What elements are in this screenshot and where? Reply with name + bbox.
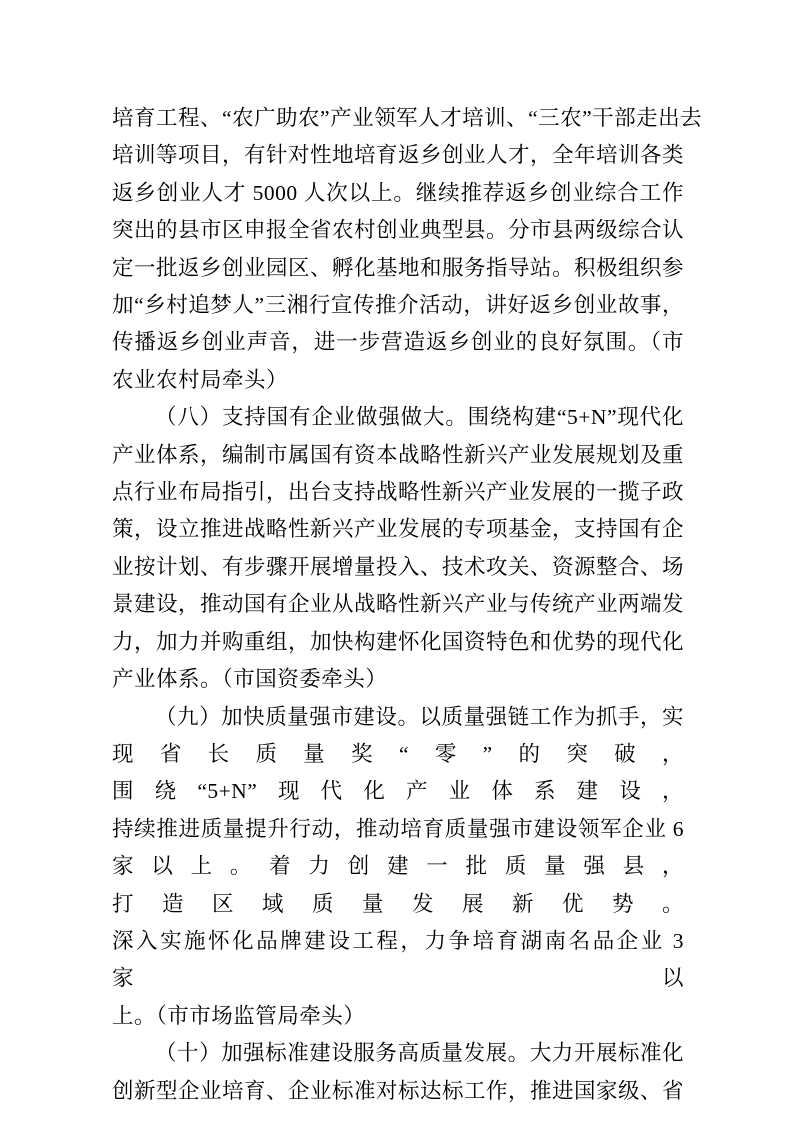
text-line: 现省长质量奖“零”的突破，围绕“5+N”现代化产业体系建设，: [112, 741, 684, 804]
text-line: 产业体系。（市国资委牵头）: [112, 667, 388, 692]
text-line: （九）加快质量强市建设。以质量强链工作为抓手，实: [155, 704, 684, 729]
text-line: 持续推进质量提升行动，推动培育质量强市建设领军企业 6: [112, 816, 684, 841]
text-line: 定一批返乡创业园区、孵化基地和服务指导站。积极组织参: [112, 255, 685, 280]
text-line: （十）加强标准建设服务高质量发展。大力开展标准化: [155, 1041, 684, 1066]
text-line: 突出的县市区申报全省农村创业典型县。分市县两级综合认: [112, 218, 685, 243]
text-line: 业按计划、有步骤开展增量投入、技术攻关、资源整合、场: [112, 554, 685, 579]
text-line: 家以上。着力创建一批质量强县，打造区域质量发展新优势。: [112, 854, 684, 916]
text-line: 加“乡村追梦人”三湘行宣传推介活动，讲好返乡创业故事，: [112, 293, 684, 318]
text-line: 培育工程、“农广助农”产业领军人才培训、“三农”干部走出去: [112, 106, 703, 130]
page-text: [112, 100, 703, 1110]
text-line: 策，设立推进战略性新兴产业发展的专项基金，支持国有企: [112, 517, 685, 542]
text-line: 力，加力并购重组，加快构建怀化国资特色和优势的现代化: [112, 629, 685, 654]
text-line: 上。（市市场监管局牵头）: [112, 1003, 366, 1028]
text-line: 深入实施怀化品牌建设工程，力争培育湖南名品企业 3 家以: [112, 928, 690, 991]
text-line: 培训等项目，有针对性地培育返乡创业人才，全年培训各类: [112, 143, 685, 168]
text-line: 景建设，推动国有企业从战略性新兴产业与传统产业两端发: [112, 592, 685, 617]
text-line: 返乡创业人才 5000 人次以上。继续推荐返乡创业综合工作: [112, 180, 684, 205]
text-line: 点行业布局指引，出台支持战略性新兴产业发展的一揽子政: [112, 480, 685, 505]
text-line: 创新型企业培育、企业标准对标达标工作，推进国家级、省: [112, 1078, 685, 1103]
text-line: （八）支持国有企业做强做大。围绕构建“5+N”现代化: [155, 405, 684, 430]
text-line: 产业体系，编制市属国有资本战略性新兴产业发展规划及重: [112, 442, 685, 467]
text-line: 传播返乡创业声音，进一步营造返乡创业的良好氛围。（市: [112, 330, 684, 355]
text-line: 农业农村局牵头）: [112, 367, 289, 392]
